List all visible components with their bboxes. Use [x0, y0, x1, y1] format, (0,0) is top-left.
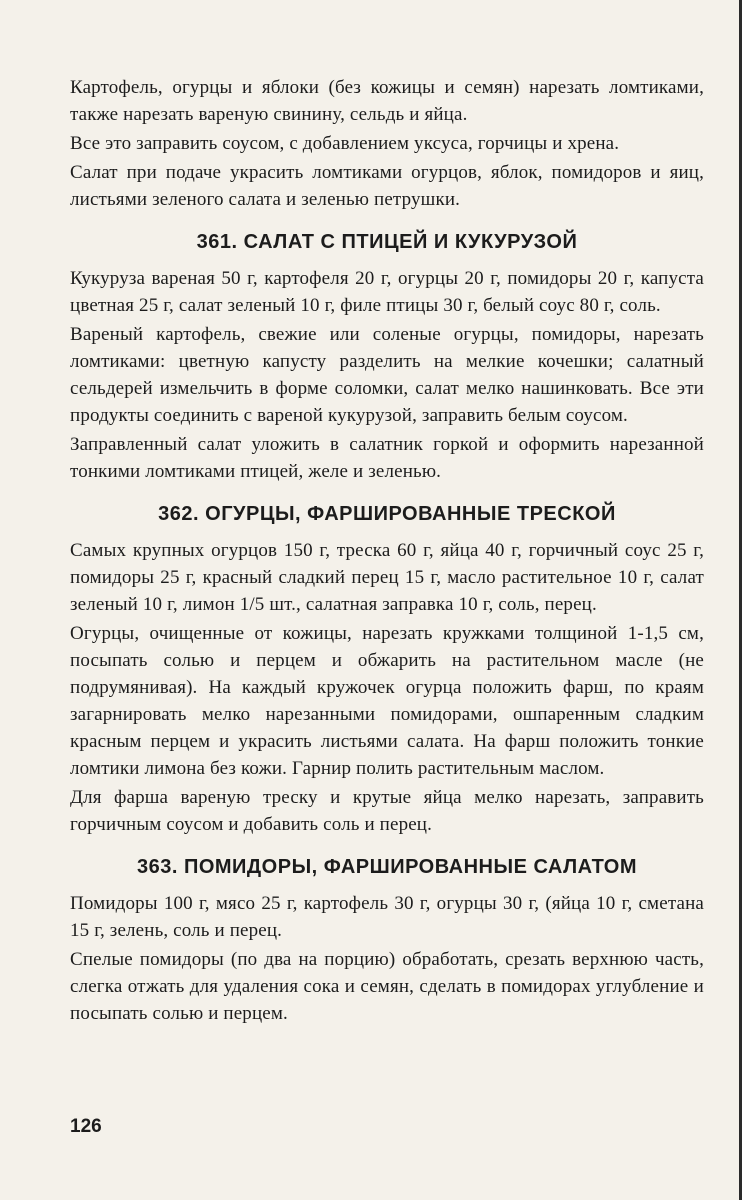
recipe-361 [70, 229, 704, 485]
ingredients-paragraph: Помидоры 100 г, мясо 25 г, картофель 30 г, огурцы 30 г, (яйца 10 г, сметана 15 г, зелень, соль и перец. [70, 893, 704, 941]
method-paragraph: Вареный картофель, свежие или соленые огурцы, помидоры, нарезать ломтиками: цветную капусту разделить на мелкие кочешки; салатный сельдерей измельчить в форме соломки, салат мелко нашинковать. Все эти продукты соединить с вареной кукурузой, заправить белым соусом. [70, 324, 704, 426]
recipe-title: 361. САЛАТ С ПТИЦЕЙ И КУКУРУЗОЙ [196, 231, 578, 253]
method-paragraph: Спелые помидоры (по два на порцию) обработать, срезать верхнюю часть, слегка отжать для удаления сока и семян, сделать в помидорах углубление и посыпать солью и перцем. [70, 949, 704, 1024]
intro-section [70, 74, 704, 213]
ingredients-paragraph: Самых крупных огурцов 150 г, треска 60 г, яйца 40 г, горчичный соус 25 г, помидоры 25 г, красный сладкий перец 15 г, масло растительное 10 г, салат зеленый 10 г, лимон 1/5 шт., салатная заправка 10 г, соль, перец. [70, 540, 704, 615]
recipe-title: 362. ОГУРЦЫ, ФАРШИРОВАННЫЕ ТРЕСКОЙ [158, 503, 616, 525]
ingredients-paragraph: Кукуруза вареная 50 г, картофеля 20 г, огурцы 20 г, помидоры 20 г, капуста цветная 25 г, салат зеленый 10 г, филе птицы 30 г, белый соус 80 г, соль. [70, 268, 704, 316]
recipe-363 [70, 854, 704, 1027]
method-paragraph: Для фарша вареную треску и крутые яйца мелко нарезать, заправить горчичным соусом и добавить соль и перец. [70, 787, 704, 835]
intro-paragraph: Салат при подаче украсить ломтиками огурцов, яблок, помидоров и яиц, листьями зеленого салата и зеленью петрушки. [70, 162, 704, 210]
intro-paragraph: Картофель, огурцы и яблоки (без кожицы и семян) нарезать ломтиками, также нарезать вареную свинину, сельдь и яйца. [70, 77, 704, 125]
recipe-title: 363. ПОМИДОРЫ, ФАРШИРОВАННЫЕ САЛАТОМ [136, 856, 638, 878]
method-paragraph: Заправленный салат уложить в салатник горкой и оформить нарезанной тонкими ломтиками птицей, желе и зеленью. [70, 434, 704, 482]
page-number: 126 [70, 1116, 102, 1137]
method-paragraph: Огурцы, очищенные от кожицы, нарезать кружками толщиной 1-1,5 см, посыпать солью и перцем и обжарить на растительном масле (не подрумянивая). На каждый кружочек огурца положить фарш, по краям загарнировать мелко нарезанными помидорами, ошпаренным сладким красным перцем и украсить листьями салата. На фарш положить тонкие ломтики лимона без кожи. Гарнир полить растительным маслом. [70, 623, 704, 779]
recipe-362 [70, 501, 704, 838]
intro-paragraph: Все это заправить соусом, с добавлением уксуса, горчицы и хрена. [70, 133, 620, 154]
